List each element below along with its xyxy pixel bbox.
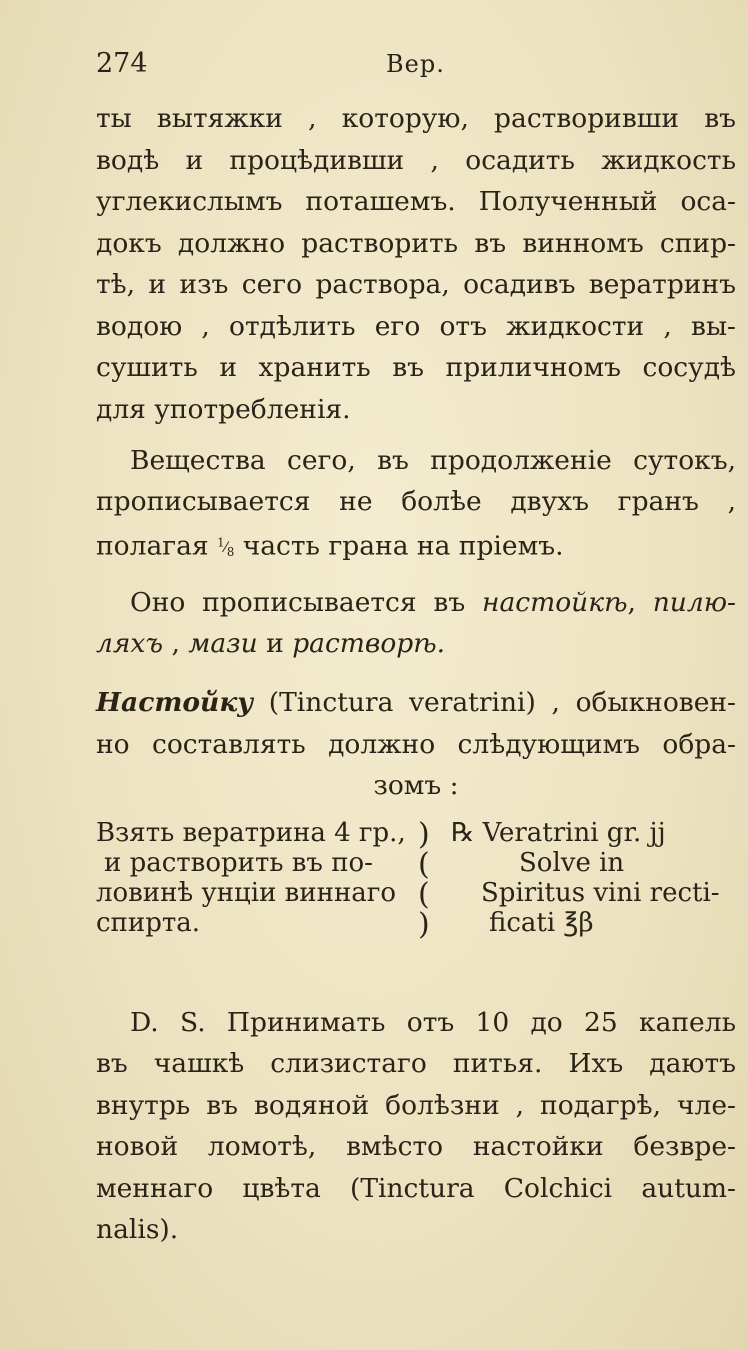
- italic-term: растворѣ.: [292, 628, 446, 659]
- italic-term: Настойку: [96, 687, 254, 718]
- paragraph-2-cont: [96, 481, 736, 573]
- fraction: $^1⁄_8$: [217, 535, 235, 559]
- text-line: тѣ, и изъ сего раствора, осадивъ вератринъ: [96, 269, 736, 300]
- text-line: меннаго цвѣта (Tinctura Colchici autum-: [96, 1172, 736, 1204]
- paragraph-3: [130, 582, 736, 624]
- text-line: въ чашкѣ слизистаго питья. Ихъ даютъ: [96, 1048, 736, 1079]
- page-header: [96, 48, 708, 88]
- text-fragment: (Tinctura veratrini) , обыкновен-: [268, 687, 736, 718]
- paragraph-5-cont: [96, 1043, 736, 1251]
- text-fragment: ,: [627, 587, 636, 618]
- text-line: [96, 623, 736, 665]
- page-number: 274: [96, 48, 148, 79]
- recipe-line: ловинѣ унціи виннаго: [96, 878, 397, 908]
- paragraph-1: [96, 98, 736, 430]
- text-line: [130, 582, 736, 624]
- recipe-line: ℞ Veratrini gr. jj: [451, 818, 666, 848]
- recipe-line: и растворить въ по-: [104, 848, 373, 878]
- text-line: ты вытяжки , которую, растворивши въ: [96, 103, 736, 134]
- text-line: D. S. Принимать отъ 10 до 25 капель: [130, 1007, 736, 1038]
- text-fragment: Оно прописывается въ: [130, 587, 466, 618]
- text-line: зомъ :: [373, 770, 459, 801]
- text-line: сушить и хранить въ приличномъ сосудѣ: [96, 352, 736, 383]
- text-line: прописывается не болѣе двухъ гранъ ,: [96, 486, 736, 517]
- text-line: [96, 682, 736, 724]
- recipe-latin: [451, 818, 741, 938]
- text-line: водѣ и процѣдивши , осадить жидкость: [96, 144, 736, 176]
- paragraph-5: [130, 1002, 736, 1044]
- italic-term: настойкѣ: [482, 587, 628, 618]
- recipe-russian: [96, 817, 436, 942]
- recipe-line: Solve in: [519, 848, 625, 878]
- text-line: [96, 523, 736, 574]
- paragraph-2: [130, 440, 736, 482]
- text-fragment: ,: [171, 628, 180, 659]
- text-fragment: и: [266, 628, 284, 659]
- text-fragment: полагая: [96, 530, 209, 562]
- text-line: углекислымъ поташемъ. Полученный оса-: [96, 186, 736, 217]
- text-line: nalis).: [96, 1214, 179, 1245]
- recipe-line: спирта.: [96, 908, 201, 938]
- text-line: новой ломотѣ, вмѣсто настойки безвре-: [96, 1131, 736, 1162]
- italic-term: ляхъ: [96, 628, 164, 659]
- italic-term: пилю-: [652, 587, 736, 618]
- recipe-line: Spiritus vini recti-: [481, 878, 720, 908]
- fraction-numerator: 1: [217, 535, 225, 550]
- fraction-denominator: 8: [226, 544, 235, 559]
- italic-term: мази: [188, 628, 258, 659]
- brace-divider: ) ( ( ): [418, 817, 430, 942]
- recipe-block: [96, 818, 736, 978]
- paragraph-4: [96, 682, 736, 807]
- text-line: внутрь въ водяной болѣзни , подагрѣ, чле-: [96, 1089, 736, 1121]
- recipe-line: ficati ℥β: [489, 908, 594, 938]
- recipe-line: Взять вератрина 4 гр.,: [96, 818, 406, 848]
- paragraph-3-cont: [96, 623, 736, 665]
- text-line: для употребленія.: [96, 393, 351, 425]
- text-line: Вещества сего, въ продолженіе сутокъ,: [130, 445, 736, 476]
- running-title: Вер.: [386, 50, 445, 78]
- text-line: но составлять должно слѣдующимъ обра-: [96, 728, 736, 760]
- text-fragment: часть грана на пріемъ.: [242, 530, 564, 562]
- text-line: водою , отдѣлить его отъ жидкости , вы-: [96, 310, 736, 342]
- text-line: докъ должно растворить въ винномъ спир-: [96, 227, 736, 259]
